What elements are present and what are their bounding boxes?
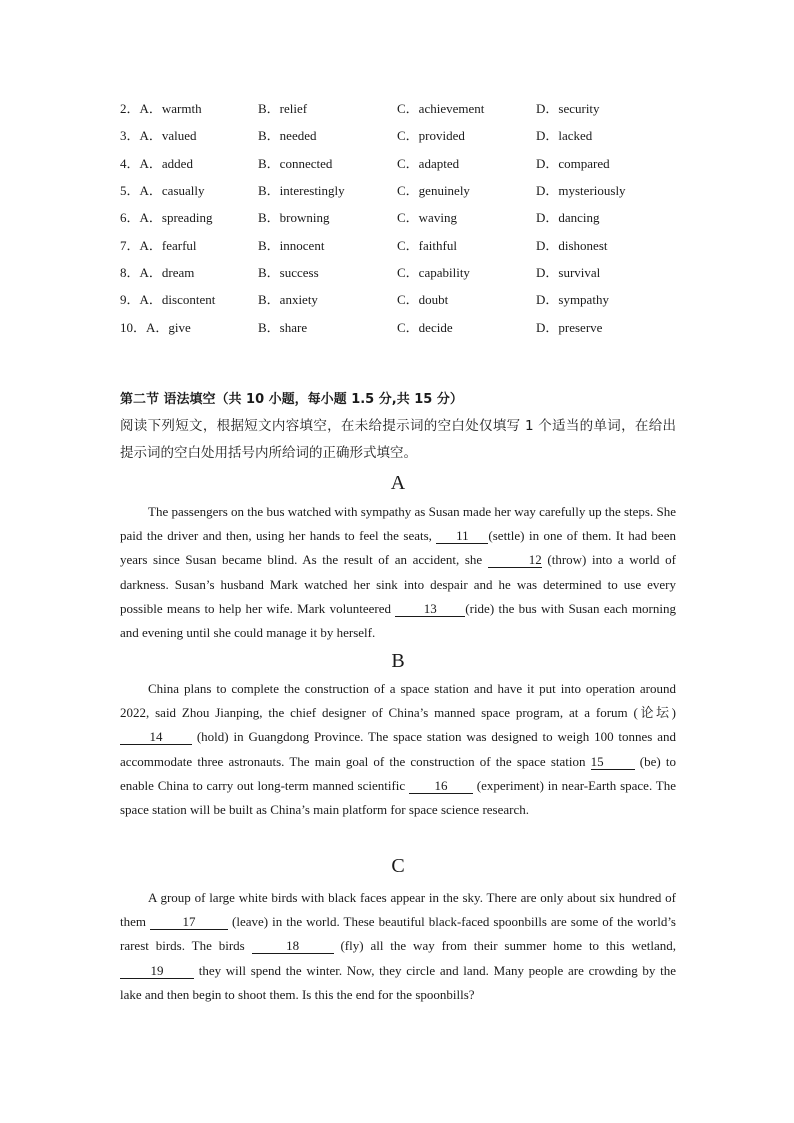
option-a: 10．A．give: [120, 319, 191, 335]
option-b: B．relief: [258, 101, 308, 117]
options-row: [120, 203, 680, 230]
passage-text: (settle) in one of them. It had been years since Susan became blind. As the result of an accident, she: [120, 528, 676, 568]
option-c: C．adapted: [397, 155, 460, 171]
option-c: C．faithful: [397, 237, 457, 253]
passage-text: they will spend the winter. Now, they circle and land. Many people are crowding by the lake and then begin to shoot them. Is this the end for the spoonbills?: [120, 962, 676, 1002]
option-a: 9．A．discontent: [120, 292, 216, 308]
option-b: B．interestingly: [258, 183, 345, 199]
option-a: 4．A．added: [120, 155, 193, 171]
blank-15[interactable]: 15: [591, 754, 635, 770]
blank-17[interactable]: 17: [150, 914, 228, 930]
options-row: [120, 149, 680, 176]
option-c: C．waving: [397, 210, 457, 226]
blank-18[interactable]: 18: [252, 938, 334, 954]
blank-19[interactable]: 19: [120, 963, 194, 979]
options-row: [120, 121, 680, 148]
passage-a-heading: A: [390, 472, 406, 494]
options-row: [120, 285, 680, 312]
option-b: B．browning: [258, 210, 330, 226]
option-d: D．security: [536, 101, 600, 117]
option-c: C．provided: [397, 128, 465, 144]
option-d: D．preserve: [536, 319, 603, 335]
option-b: B．anxiety: [258, 292, 318, 308]
option-c: C．decide: [397, 319, 453, 335]
passage-text: China plans to complete the construction of a space station and have it put into operation around 2022, said Zhou Jianping, the chief designer of China’s manned space program, at a forum (论坛): [120, 681, 676, 721]
passage-text: (fly) all the way from their summer home to this wetland,: [333, 938, 676, 954]
passage-b-heading: B: [391, 650, 405, 672]
option-b: B．needed: [258, 128, 317, 144]
options-row: [120, 94, 680, 121]
answer-options-table: [120, 94, 680, 340]
options-row: [120, 176, 680, 203]
passage-c: [120, 886, 676, 1007]
passage-a: [120, 500, 676, 645]
option-a: 5．A．casually: [120, 183, 205, 199]
section-title: 第二节 语法填空（共 10 小题，每小题 1.5 分,共 15 分）: [120, 392, 463, 407]
option-d: D．survival: [536, 264, 601, 280]
passage-text: (hold) in Guangdong Province. The space station was designed to weigh 100 tonnes and accommodate three astronauts. The main goal of the construction of the space station: [120, 729, 676, 769]
option-b: B．connected: [258, 155, 333, 171]
passage-b: [120, 677, 676, 822]
option-a: 6．A．spreading: [120, 210, 213, 226]
passage-text: (leave) in the world. These beautiful black-faced spoonbills are some of the world’s rarest birds. The birds: [120, 914, 676, 954]
option-c: C．doubt: [397, 292, 449, 308]
section-instructions: 阅读下列短文，根据短文内容填空，在未给提示词的空白处仅填写 1 个适当的单词，在给出提示词的空白处用括号内所给词的正确形式填空。: [120, 418, 676, 461]
option-d: D．compared: [536, 155, 610, 171]
option-d: D．dishonest: [536, 237, 608, 253]
blank-16[interactable]: 16: [409, 778, 473, 794]
option-c: C．achievement: [397, 101, 485, 117]
option-a: 2．A．warmth: [120, 101, 202, 117]
option-c: C．genuinely: [397, 183, 470, 199]
option-c: C．capability: [397, 264, 470, 280]
option-a: 3．A．valued: [120, 128, 197, 144]
option-b: B．share: [258, 319, 308, 335]
blank-12[interactable]: 12: [488, 552, 542, 568]
blank-13[interactable]: 13: [395, 601, 465, 617]
passage-text: (experiment) in near-Earth space. The space station will be built as China’s main platform for space science research.: [120, 777, 676, 818]
passage-text: (throw) into a world of darkness. Susan’s husband Mark watched her sink into despair and he was determined to use every possible means to help her wife. Mark volunteered: [120, 552, 676, 616]
options-row: [120, 258, 680, 285]
option-b: B．innocent: [258, 237, 325, 253]
blank-11[interactable]: 11: [436, 528, 488, 544]
option-a: 8．A．dream: [120, 264, 195, 280]
option-b: B．success: [258, 264, 319, 280]
option-a: 7．A．fearful: [120, 237, 197, 253]
option-d: D．sympathy: [536, 292, 609, 308]
option-d: D．mysteriously: [536, 183, 626, 199]
passage-c-heading: C: [391, 855, 405, 877]
passage-text: (be) to enable China to carry out long-term manned scientific: [120, 753, 676, 793]
passage-text: A group of large white birds with black faces appear in the sky. There are only about six hundred of them: [120, 890, 676, 930]
options-row: [120, 312, 680, 339]
option-d: D．lacked: [536, 128, 593, 144]
blank-14[interactable]: 14: [120, 729, 192, 745]
option-d: D．dancing: [536, 210, 600, 226]
passage-text: The passengers on the bus watched with sympathy as Susan made her way carefully up the steps. She paid the driver and then, using her hands to feel the seats,: [120, 504, 676, 544]
passage-text: (ride) the bus with Susan each morning and evening until she could manage it by herself.: [120, 600, 676, 641]
options-row: [120, 230, 680, 257]
